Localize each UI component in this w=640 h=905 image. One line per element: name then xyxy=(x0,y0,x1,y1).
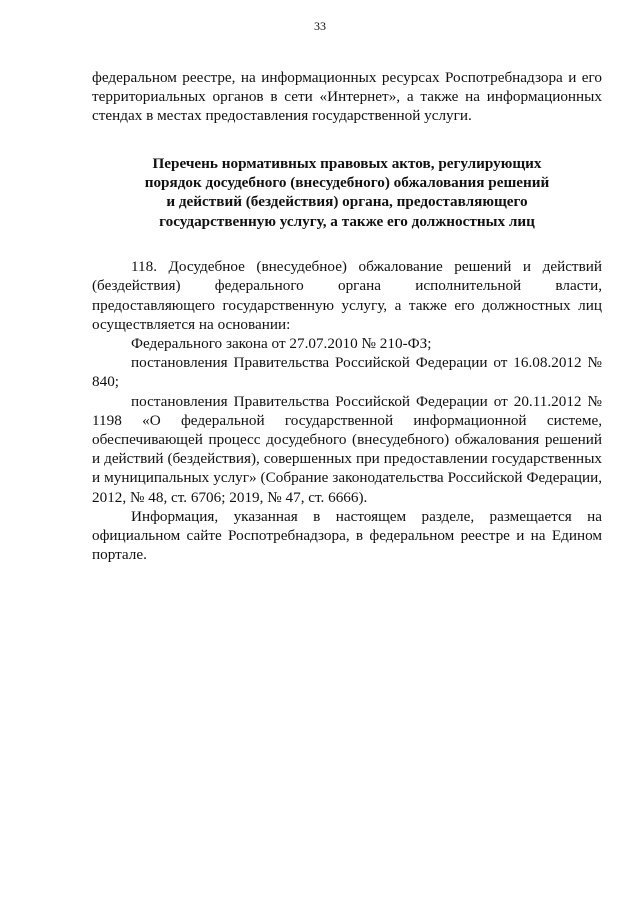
decree-840-item: постановления Правительства Российской Федерации от 16.08.2012 № 840; xyxy=(92,354,602,391)
law-210-item: Федерального закона от 27.07.2010 № 210-ФЗ; xyxy=(131,335,432,353)
heading-line: Перечень нормативных правовых актов, регулирующих xyxy=(152,154,542,172)
heading-line: и действий (бездействия) органа, предоставляющего xyxy=(166,193,528,211)
intro-paragraph: федеральном реестре, на информационных ресурсах Роспотребнадзора и его территориальных органов в сети «Интернет», а также на информационных стендах в местах предоставления государственной услуги. xyxy=(92,69,602,125)
decree-1198-item: постановления Правительства Российской Федерации от 20.11.2012 № 1198 «О федеральной государственной информационной системе, обеспечивающей процесс досудебного (внесудебного) обжалования решений и действий (бездействия), совершенных при предоставлении государственных и муниципальных услуг» (Собрание законодательства Российской Федерации, 2012, № 48, ст. 6706; 2019, № 47, ст. 6666). xyxy=(92,392,602,506)
heading-line: государственную услугу, а также его должностных лиц xyxy=(159,212,535,230)
paragraph-118: 118. Досудебное (внесудебное) обжалование решений и действий (бездействия) федерального органа исполнительной власти, предоставляющего государственную услугу, а также его должностных лиц осуществляется на основании: xyxy=(92,258,602,333)
heading-line: порядок досудебного (внесудебного) обжалования решений xyxy=(144,174,550,192)
section-heading xyxy=(92,154,602,232)
document-body xyxy=(92,68,602,564)
info-paragraph: Информация, указанная в настоящем разделе, размещается на официальном сайте Роспотребнадзора, в федеральном реестре и на Едином портале. xyxy=(92,507,602,564)
page-number: 33 xyxy=(314,19,326,33)
